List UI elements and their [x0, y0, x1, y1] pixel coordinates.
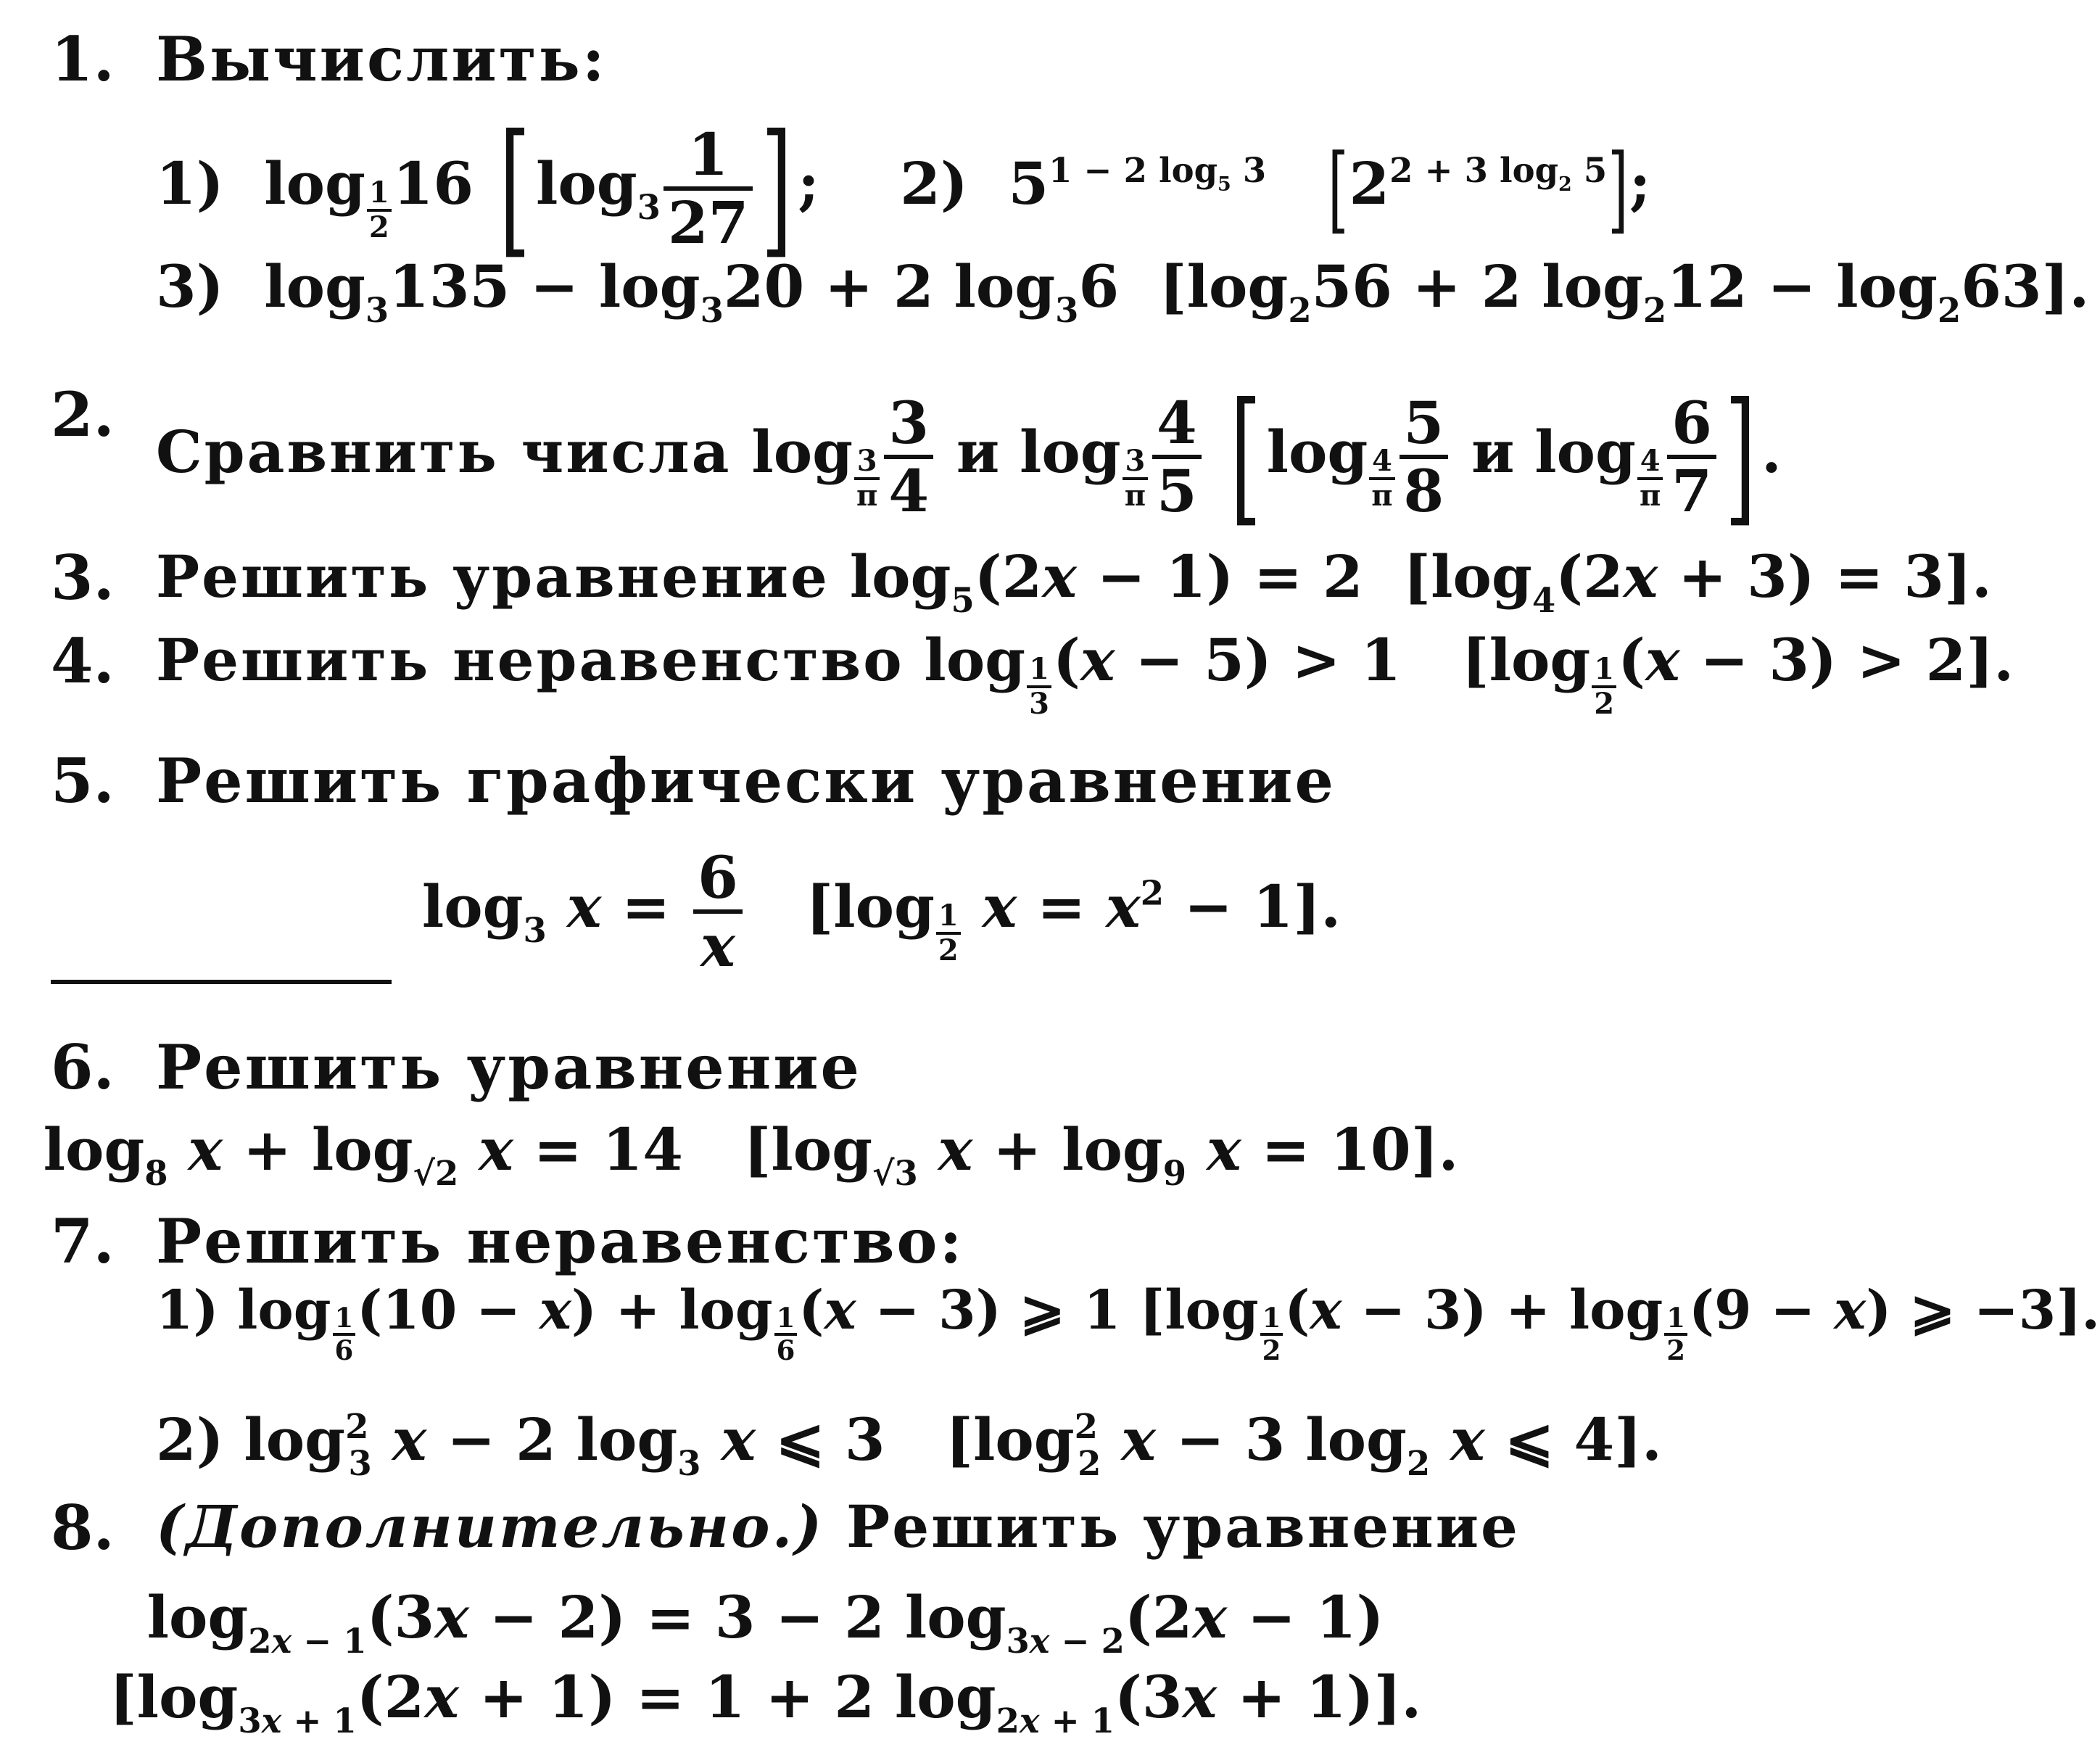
expression: 1) log $\frac{1}{6}$ (10 − x) + log $\frac{1}{6}$ (x − 3) ⩾ 1 [log $\frac{1}{2}$ (x − 3) + log $\frac{1}{2}$ (9 − x) ⩾ −3].	[156, 1279, 2100, 1366]
expression: Сравнить числа log $\frac{3}{\pi}$ $\frac{3}{4}$ и log $\frac{3}{\pi}$ $\frac{4}{5}$ [log $\frac{4}{\pi}$ $\frac{5}{8}$ и log $\frac{4}{\pi}$ $\frac{6}{7}$ ].	[156, 372, 1782, 541]
expression: [$\log_{3x + 1}(2x + 1) = 1 + 2$ $\log_{2x + 1}(3x + 1)$].	[109, 1663, 1422, 1740]
problem-title: Решить уравнение	[156, 542, 830, 611]
problem-title: Решить неравенство	[156, 626, 904, 694]
connective: и	[1471, 417, 1515, 486]
part-label: 2)	[900, 149, 968, 218]
problem-title: Вычислить:	[156, 23, 607, 95]
section-divider	[51, 980, 392, 984]
expression: 2) $\log^2_3 x - 2$ $\log_3 x$ ⩽ 3 [$\log^2_2$ x − 3 $\log_2 x$ ⩽ 4].	[156, 1405, 1662, 1483]
expression	[156, 1492, 1520, 1561]
part-label: 3)	[156, 252, 224, 321]
problem-number: 6.	[51, 1031, 115, 1103]
problem-number: 4.	[51, 625, 115, 697]
part-label: 2)	[156, 1405, 224, 1474]
expression: $\log_3 x$ = $\frac{6}{x}$ [log $\frac{1}{2}$ $x = x^2 - 1$].	[421, 843, 1342, 980]
expression: 1) log $\frac{1}{2}$ 16 [$\log_3$ $\frac{1}{27}$ ]; 2) $5^{1 - 2 log_5 3}$ $[2^{2 + 3 log_2 5}]$;	[156, 104, 1651, 273]
problem-number: 2.	[51, 379, 115, 450]
problem-number: 7.	[51, 1205, 115, 1277]
problem-title: Сравнить числа	[156, 417, 732, 486]
problem-number: 5.	[51, 745, 115, 817]
part-label: 1)	[156, 149, 224, 218]
expression: 3) $\log_3135 - \log_320 + 2$ $\log_36$ [$\log_256 + 2$ $\log_212 - \log_263$].	[156, 252, 2090, 330]
part-label: 1)	[156, 1279, 219, 1342]
connective: и	[956, 417, 1000, 486]
problem-title: Решить графически уравнение	[156, 745, 1336, 817]
problem-title: Решить неравенство:	[156, 1205, 964, 1277]
expression: $\log_8 x + \log_{√2} x = 14$ [$\log_{√3}$ $x + \log_9 x = 10$].	[43, 1115, 1459, 1193]
problem-number: 8.	[51, 1492, 115, 1564]
expression: $\log_{2x - 1}(3x - 2) = 3 - 2$ $\log_{3x - 2}(2x - 1)$	[146, 1583, 1384, 1661]
expression: Решить уравнение $\log_5(2x - 1) = 2$ $[\log_4(2x + 3) = 3]$.	[156, 542, 1992, 620]
problem-title: Решить уравнение	[846, 1492, 1520, 1561]
expression: Решить неравенство log $\frac{1}{3}$ (x − 5) > 1 [log $\frac{1}{2}$ (x − 3) > 2].	[156, 626, 2014, 721]
problem-title: Решить уравнение	[156, 1031, 861, 1103]
problem-note: (Дополнительно.)	[156, 1492, 824, 1561]
problem-number: 3.	[51, 542, 115, 614]
problem-number: 1.	[51, 23, 115, 95]
